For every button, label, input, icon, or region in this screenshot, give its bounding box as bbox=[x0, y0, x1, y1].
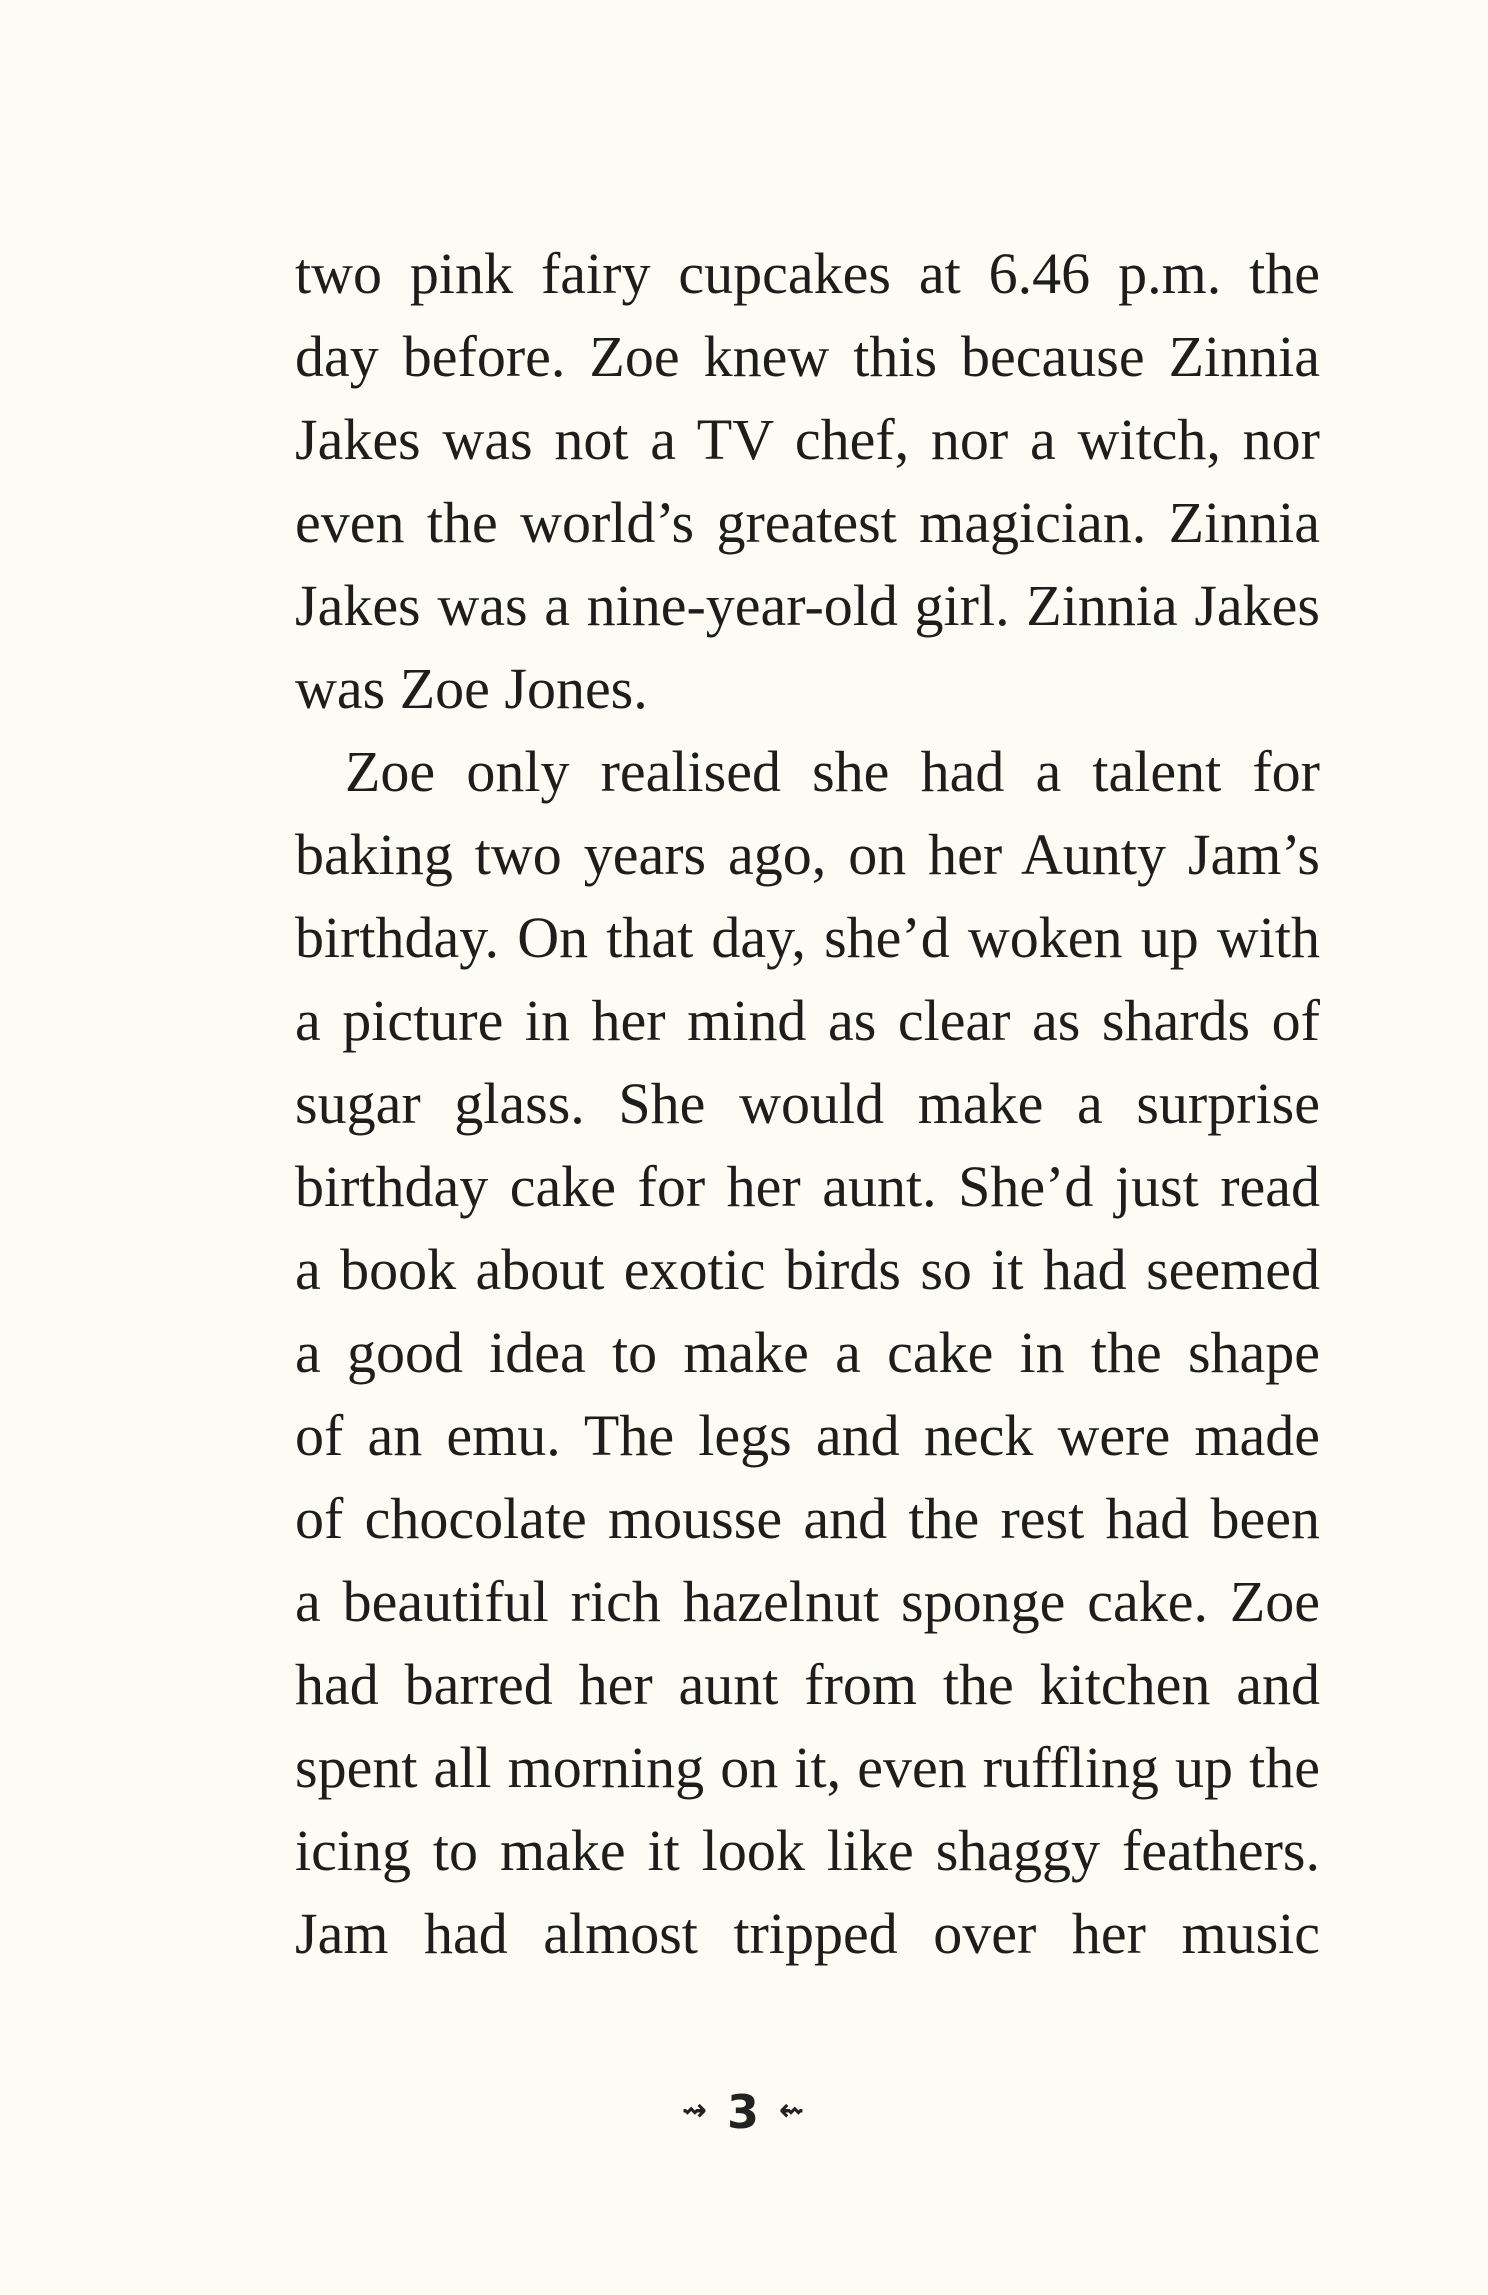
text-line: baking two years ago, on her Aunty Jam’s bbox=[295, 822, 1320, 887]
text-line: birthday. On that day, she’d woken up with bbox=[295, 905, 1320, 970]
text-line: two pink fairy cupcakes at 6.46 p.m. the bbox=[295, 241, 1320, 306]
text-line: day before. Zoe knew this because Zinnia bbox=[295, 324, 1320, 389]
text-line: icing to make it look like shaggy feathers. bbox=[295, 1818, 1320, 1883]
text-line: Jakes was not a TV chef, nor a witch, nor bbox=[295, 407, 1320, 472]
page-number bbox=[0, 2085, 1488, 2139]
text-line: had barred her aunt from the kitchen and bbox=[295, 1652, 1320, 1717]
text-line: a good idea to make a cake in the shape bbox=[295, 1320, 1320, 1385]
text-line: of chocolate mousse and the rest had been bbox=[295, 1486, 1320, 1551]
text-line: even the world’s greatest magician. Zinnia bbox=[295, 490, 1320, 555]
paragraph-2 bbox=[295, 730, 1320, 1975]
text-line: spent all morning on it, even ruffling up the bbox=[295, 1735, 1320, 1800]
text-line: Jam had almost tripped over her music bbox=[295, 1901, 1320, 1966]
text-line: a book about exotic birds so it had seemed bbox=[295, 1237, 1320, 1302]
body-text bbox=[295, 232, 1320, 1975]
page-number-value: 3 bbox=[726, 2085, 761, 2139]
paragraph-1 bbox=[295, 232, 1320, 730]
text-line: birthday cake for her aunt. She’d just read bbox=[295, 1154, 1320, 1219]
text-line: of an emu. The legs and neck were made bbox=[295, 1403, 1320, 1468]
text-line: sugar glass. She would make a surprise bbox=[295, 1071, 1320, 1136]
text-line: Jakes was a nine-year-old girl. Zinnia Jakes bbox=[295, 573, 1320, 638]
arrow-right-ornament-icon: ⇝ bbox=[681, 2093, 709, 2128]
text-line: Zoe only realised she had a talent for bbox=[345, 739, 1320, 804]
text-line: a beautiful rich hazelnut sponge cake. Zoe bbox=[295, 1569, 1320, 1634]
text-line: was Zoe Jones. bbox=[295, 656, 648, 721]
text-line: a picture in her mind as clear as shards of bbox=[295, 988, 1320, 1053]
arrow-left-ornament-icon: ⇜ bbox=[779, 2093, 807, 2128]
